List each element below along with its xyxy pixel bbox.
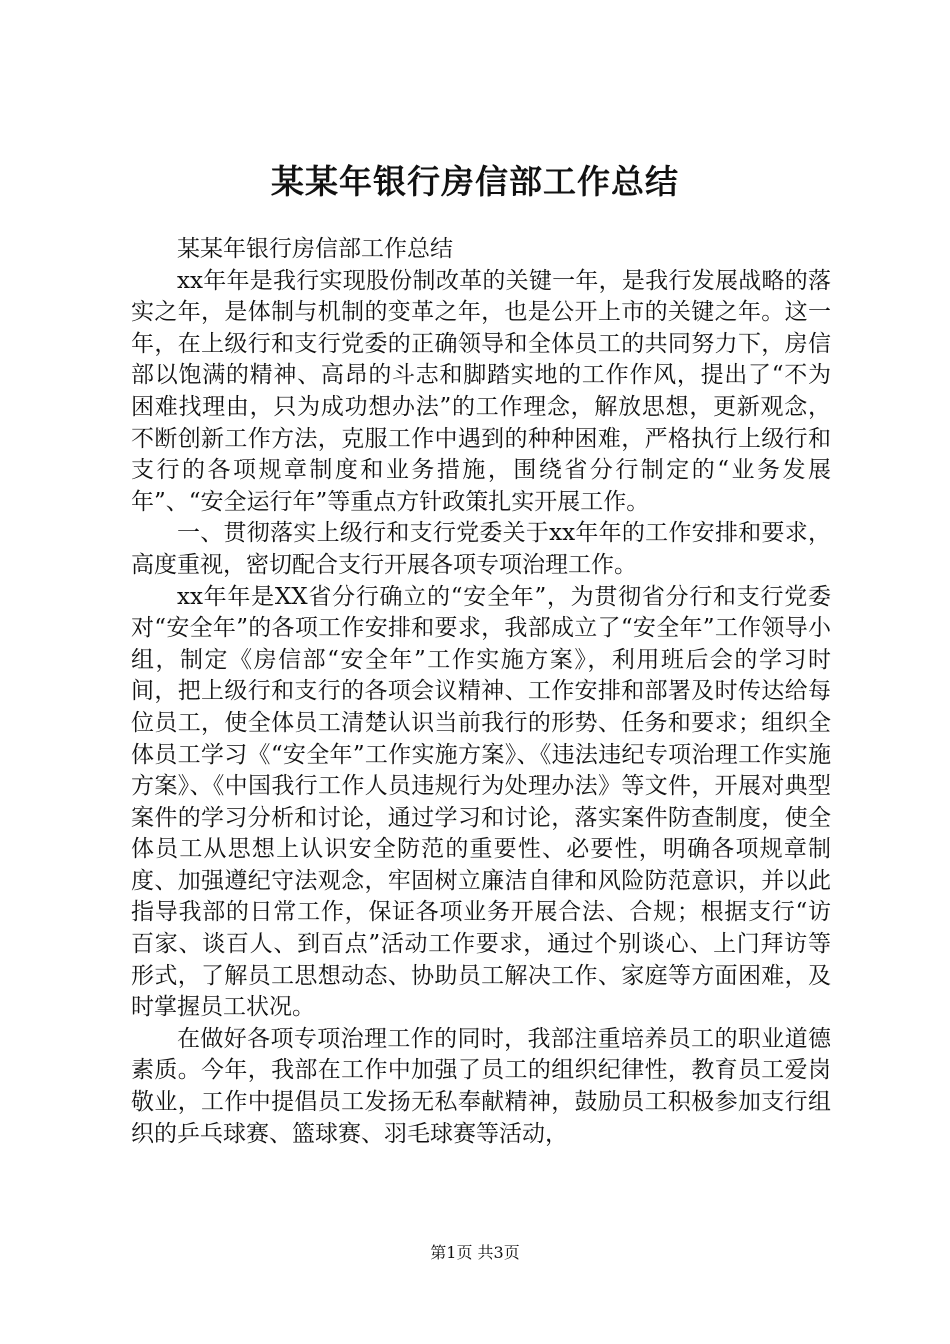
page-footer: 第1页 共3页 [430,1243,520,1262]
paragraph-section-heading: 一、贯彻落实上级行和支行党委关于xx年年的工作安排和要求，高度重视，密切配合支行开展各项专项治理工作。 [131,520,831,578]
document-body [131,234,831,1150]
paragraph: 在做好各项专项治理工作的同时，我部注重培养员工的职业道德素质。今年，我部在工作中加强了员工的组织纪律性，教育员工爱岗敬业，工作中提倡员工发扬无私奉献精神，鼓励员工积极参加支行组织的乒乓球赛、篮球赛、羽毛球赛等活动， [131,1025,831,1147]
paragraph-subtitle: 某某年银行房信部工作总结 [177,236,453,262]
document-title: 某某年银行房信部工作总结 [271,162,679,201]
paragraph: xx年年是XX省分行确立的“安全年”，为贯彻省分行和支行党委对“安全年”的各项工作安排和要求，我部成立了“安全年”工作领导小组，制定《房信部“安全年”工作实施方案》，利用班后会的学习时间，把上级行和支行的各项会议精神、工作安排和部署及时传达给每位员工，使全体员工清楚认识当前我行的形势、任务和要求；组织全体员工学习《“安全年”工作实施方案》、《违法违纪专项治理工作实施方案》、《中国我行工作人员违规行为处理办法》等文件，开展对典型案件的学习分析和讨论，通过学习和讨论，落实案件防查制度，使全体员工从思想上认识安全防范的重要性、必要性，明确各项规章制度、加强遵纪守法观念，牢固树立廉洁自律和风险防范意识，并以此指导我部的日常工作，保证各项业务开展合法、合规；根据支行“访百家、谈百人、到百点”活动工作要求，通过个别谈心、上门拜访等形式，了解员工思想动态、协助员工解决工作、家庭等方面困难，及时掌握员工状况。 [131,583,831,1021]
paragraph: xx年年是我行实现股份制改革的关键一年，是我行发展战略的落实之年，是体制与机制的变革之年，也是公开上市的关键之年。这一年，在上级行和支行党委的正确领导和全体员工的共同努力下，房信部以饱满的精神、高昂的斗志和脚踏实地的工作作风，提出了“不为困难找理由，只为成功想办法”的工作理念，解放思想，更新观念，不断创新工作方法，克服工作中遇到的种种困难，严格执行上级行和支行的各项规章制度和业务措施，围绕省分行制定的“业务发展年”、“安全运行年”等重点方针政策扎实开展工作。 [131,267,831,515]
